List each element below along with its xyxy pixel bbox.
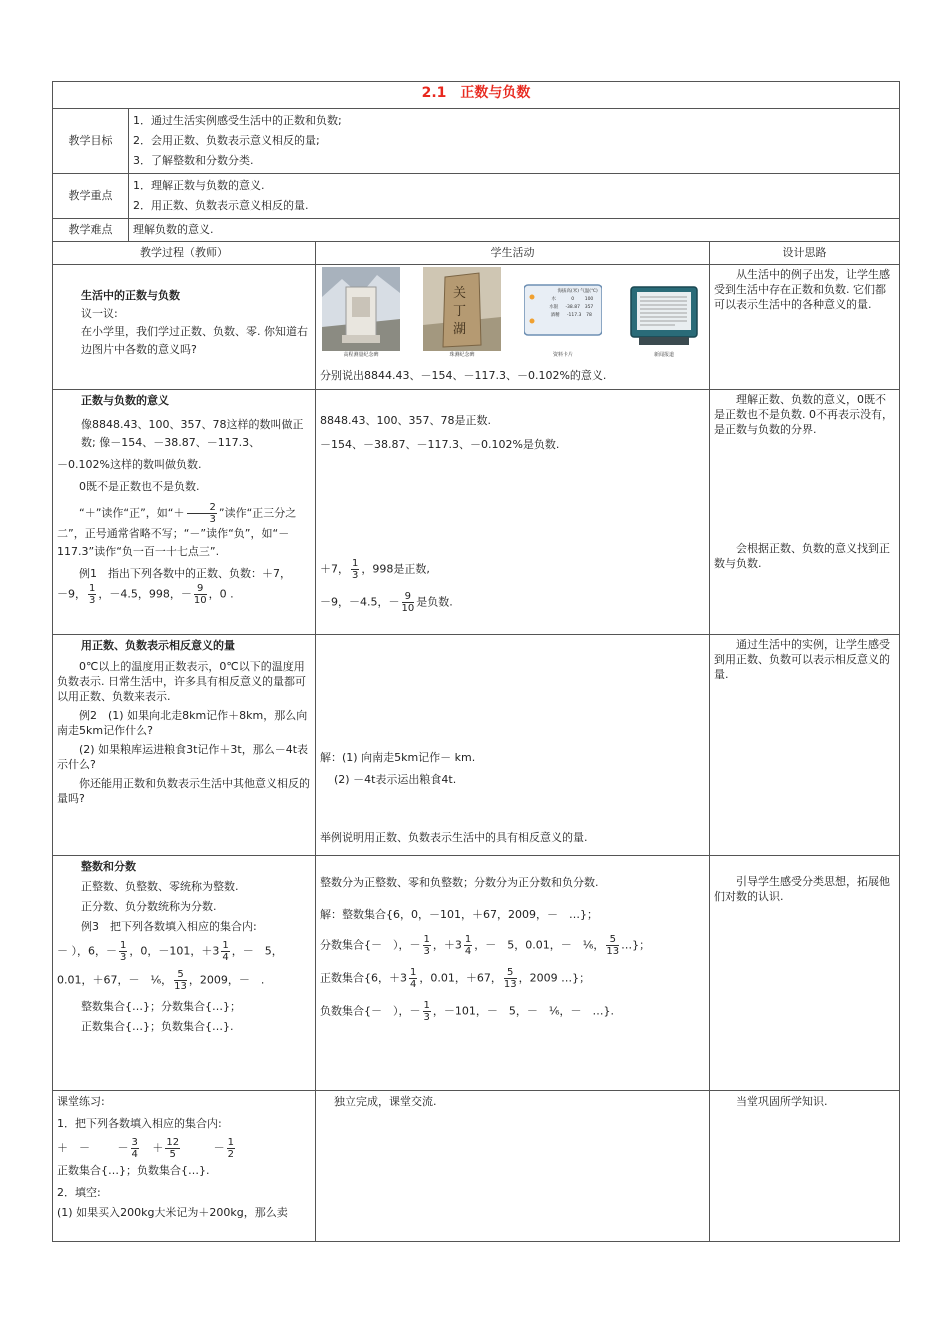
fraction: $\frac{1}{3}$ [89, 583, 96, 606]
data-card-icon [524, 267, 602, 351]
sec1-design: 从生活中的例子出发，让学生感受到生活中存在正数和负数. 它们都可以表示生活中的各种意义的量. [710, 265, 900, 390]
sec3-title: 用正数、负数表示相反意义的量 [81, 639, 235, 652]
sec5-design: 当堂巩固所学知识. [710, 1091, 900, 1242]
key-points-label: 教学重点 [53, 174, 129, 219]
fraction: $\frac{1}{2}$ [227, 1137, 234, 1160]
fraction: $\frac{5}{13}$ [503, 967, 517, 990]
sec4-s5: 负数集合{－ ），－ $\frac{1}{3}$ ，－101，－ 5，－ ⅙，－ …}. [320, 1000, 615, 1023]
fraction: $\frac{5}{13}$ [606, 934, 620, 957]
sec2-d2: 会根据正数、负数的意义找到正数与负数. [714, 542, 890, 570]
sec4-process [53, 856, 316, 1091]
photo-strip [320, 267, 705, 359]
fraction: $\frac{3}{4}$ [131, 1137, 138, 1160]
example3-list1: － ），6，－ $\frac{1}{3}$ ，0，－101，＋3 $\frac{1}{4}$ ，－ 5， [57, 940, 283, 963]
example3-list2: 0.01，＋67，－ ⅙， $\frac{5}{13}$ ，2009，－ . [57, 969, 265, 992]
sec1-title: 生活中的正数与负数 [81, 289, 180, 302]
sec2-p3: 0既不是正数也不是负数. [79, 480, 200, 493]
sec2-d1: 理解正数、负数的意义，0既不是正数也不是负数. 0不再表示没有，是正数与负数的分界. [714, 393, 893, 436]
sec3-s2: (2) －4t表示运出粮食4t. [334, 773, 457, 786]
fraction: $\frac{1}{3}$ [423, 934, 430, 957]
sec5-numbers: ＋ － － $\frac{3}{4}$ ＋ $\frac{12}{5}$ － $\frac{1}{2}$ [57, 1137, 234, 1160]
stone-tablet-icon [423, 267, 501, 351]
sec2-p1: 像8848.43、100、357、78这样的数叫做正数; 像－154、－38.87、－117.3、 [81, 418, 304, 449]
fraction: $\frac{1}{4}$ [222, 940, 229, 963]
fraction: $\frac{1}{3}$ [120, 940, 127, 963]
header-process: 教学过程（教师） [53, 242, 316, 265]
sec5-title: 课堂练习: [57, 1095, 105, 1108]
fraction: $\frac{5}{13}$ [174, 969, 187, 992]
example1-list: －9， $\frac{1}{3}$ ，－4.5，998，－ $\frac{9}{10}$ ，0 . [57, 583, 234, 606]
key-point-item: 2．用正数、负数表示意义相反的量. [133, 199, 309, 212]
svg-text:丁: 丁 [453, 304, 467, 319]
fraction: $\frac{9}{10}$ [193, 583, 207, 606]
photo-news [625, 267, 703, 359]
svg-text:湖: 湖 [453, 322, 467, 337]
lesson-plan [52, 81, 899, 1242]
photo-stone [423, 267, 501, 359]
sec2-design [710, 390, 900, 635]
fraction: $\frac{2}{3}$ [187, 502, 217, 525]
sec5-sets: 正数集合{…}；负数集合{…}. [57, 1164, 210, 1177]
sec3-student [316, 635, 710, 856]
sec1-process [53, 265, 316, 390]
sec4-student [316, 856, 710, 1091]
sec4-p1: 正整数、负整数、零统称为整数. [81, 880, 239, 893]
sec4-s3: 分数集合{－ ），－ $\frac{1}{3}$ ，＋3 $\frac{1}{4}$ ，－ 5，0.01，－ ⅙， $\frac{5}{13}$ …}； [320, 934, 651, 957]
sec2-s3: ＋7， $\frac{1}{3}$ ，998是正数, [320, 558, 430, 581]
sec1-student-text: 分别说出8844.43、－154、－117.3、－0.102%的意义. [320, 369, 607, 382]
sec4-s1: 整数分为正整数、零和负整数；分数分为正分数和负分数. [320, 876, 599, 889]
sec1-student [316, 265, 710, 390]
header-design: 设计思路 [710, 242, 900, 265]
photo-caption: 高程测量纪念碑 [343, 352, 379, 358]
objective-item: 1．通过生活实例感受生活中的正数和负数; [133, 114, 342, 127]
lesson-table [52, 81, 900, 1242]
key-points-list [129, 174, 900, 219]
difficulty-text: 理解负数的意义. [129, 219, 900, 242]
sec3-process [53, 635, 316, 856]
example1: 例1 指出下列各数中的正数、负数：＋7， [79, 567, 291, 580]
difficulty-label: 教学难点 [53, 219, 129, 242]
sec3-s1: 解：(1) 向南走5km记作－ km. [320, 751, 476, 764]
sec3-p2: 你还能用正数和负数表示生活中其他意义相反的量吗? [57, 777, 310, 805]
sec3-s3: 举例说明用正数、负数表示生活中的具有相反意义的量. [320, 831, 588, 844]
fraction: $\frac{1}{4}$ [410, 967, 417, 990]
sets-line1: 整数集合{…}；分数集合{…}； [81, 1000, 241, 1013]
sec4-s2: 解：整数集合{6，0，－101，＋67，2009，－ …}； [320, 908, 598, 921]
example3: 例3 把下列各数填入相应的集合内: [81, 920, 257, 933]
sec4-s4: 正数集合{6，＋3 $\frac{1}{4}$ ，0.01，＋67， $\frac{5}{13}$ ，2009 …}； [320, 967, 591, 990]
photo-caption: 资料卡片 [552, 352, 573, 358]
sec5-q1: 1．把下列各数填入相应的集合内: [57, 1117, 222, 1130]
sec3-p1: 0℃以上的温度用正数表示，0℃以下的温度用负数表示. 日常生活中，许多具有相反意义的量都可以用正数、负数来表示. [57, 660, 306, 703]
sec2-s2: －154、－38.87、－117.3、－0.102%是负数. [320, 438, 560, 451]
computer-monitor-icon [625, 267, 703, 351]
monument-icon [322, 267, 400, 351]
sec4-design [710, 856, 900, 1091]
sec3-design: 通过生活中的实例，让学生感受到用正数、负数可以表示相反意义的量. [710, 635, 900, 856]
example2-b: (2) 如果粮库运进粮食3t记作＋3t，那么－4t表示什么? [57, 743, 309, 771]
objectives-label: 教学目标 [53, 109, 129, 174]
sec2-p2: －0.102%这样的数叫做负数. [57, 458, 202, 471]
sec5-process [53, 1091, 316, 1242]
sec2-s1: 8848.43、100、357、78是正数. [320, 414, 491, 427]
sets-line2: 正数集合{…}；负数集合{…}. [81, 1020, 234, 1033]
card-table: 海拔高(米)气温(℃) 水 0 100 水银 -38.87 357 酒精 -117.3 78 [549, 289, 598, 318]
fraction: $\frac{1}{3}$ [423, 1000, 430, 1023]
sec1-discuss: 议一议: [81, 307, 118, 320]
fraction: $\frac{1}{3}$ [352, 558, 359, 581]
sec5-q2a: (1) 如果买入200kg大米记为＋200kg，那么卖 [57, 1206, 288, 1219]
fraction: $\frac{9}{10}$ [401, 591, 415, 614]
sec1-question: 在小学里，我们学过正数、负数、零. 你知道右边图片中各数的意义吗? [81, 325, 308, 356]
sec2-title: 正数与负数的意义 [81, 394, 169, 407]
photo-caption: 新闻报道 [653, 352, 674, 358]
sec2-process [53, 390, 316, 635]
sec5-student: 独立完成，课堂交流. [316, 1091, 710, 1242]
photo-caption: 珠测纪念碑 [449, 352, 475, 358]
sec2-s4: －9，－4.5，－ $\frac{9}{10}$ 是负数. [320, 591, 453, 614]
page-title: 2.1 正数与负数 [53, 82, 900, 109]
photo-card [524, 267, 602, 359]
sec2-student [316, 390, 710, 635]
objective-item: 3．了解整数和分数分类. [133, 154, 254, 167]
sec2-p4: “＋”读作“正”，如“＋ $\frac{2}{3}$ ”读作“正三分之二”，正号通常省略不写；“－”读作“负”，如“－117.3”读作“负一百一十七点三”. [57, 502, 297, 558]
photo-monument [322, 267, 400, 359]
objectives-list [129, 109, 900, 174]
objective-item: 2．会用正数、负数表示意义相反的量; [133, 134, 320, 147]
sec4-title: 整数和分数 [81, 860, 136, 873]
fraction: $\frac{12}{5}$ [166, 1137, 180, 1160]
example2-a: 例2 (1) 如果向北走8km记作＋8km，那么向南走5km记作什么? [57, 709, 308, 737]
fraction: $\frac{1}{4}$ [464, 934, 472, 957]
sec4-p2: 正分数、负分数统称为分数. [81, 900, 217, 913]
header-student: 学生活动 [316, 242, 710, 265]
svg-text:关: 关 [453, 286, 467, 301]
sec4-design-text: 引导学生感受分类思想，拓展他们对数的认识. [714, 875, 890, 903]
key-point-item: 1．理解正数与负数的意义. [133, 179, 265, 192]
sec5-q2: 2．填空: [57, 1186, 101, 1199]
